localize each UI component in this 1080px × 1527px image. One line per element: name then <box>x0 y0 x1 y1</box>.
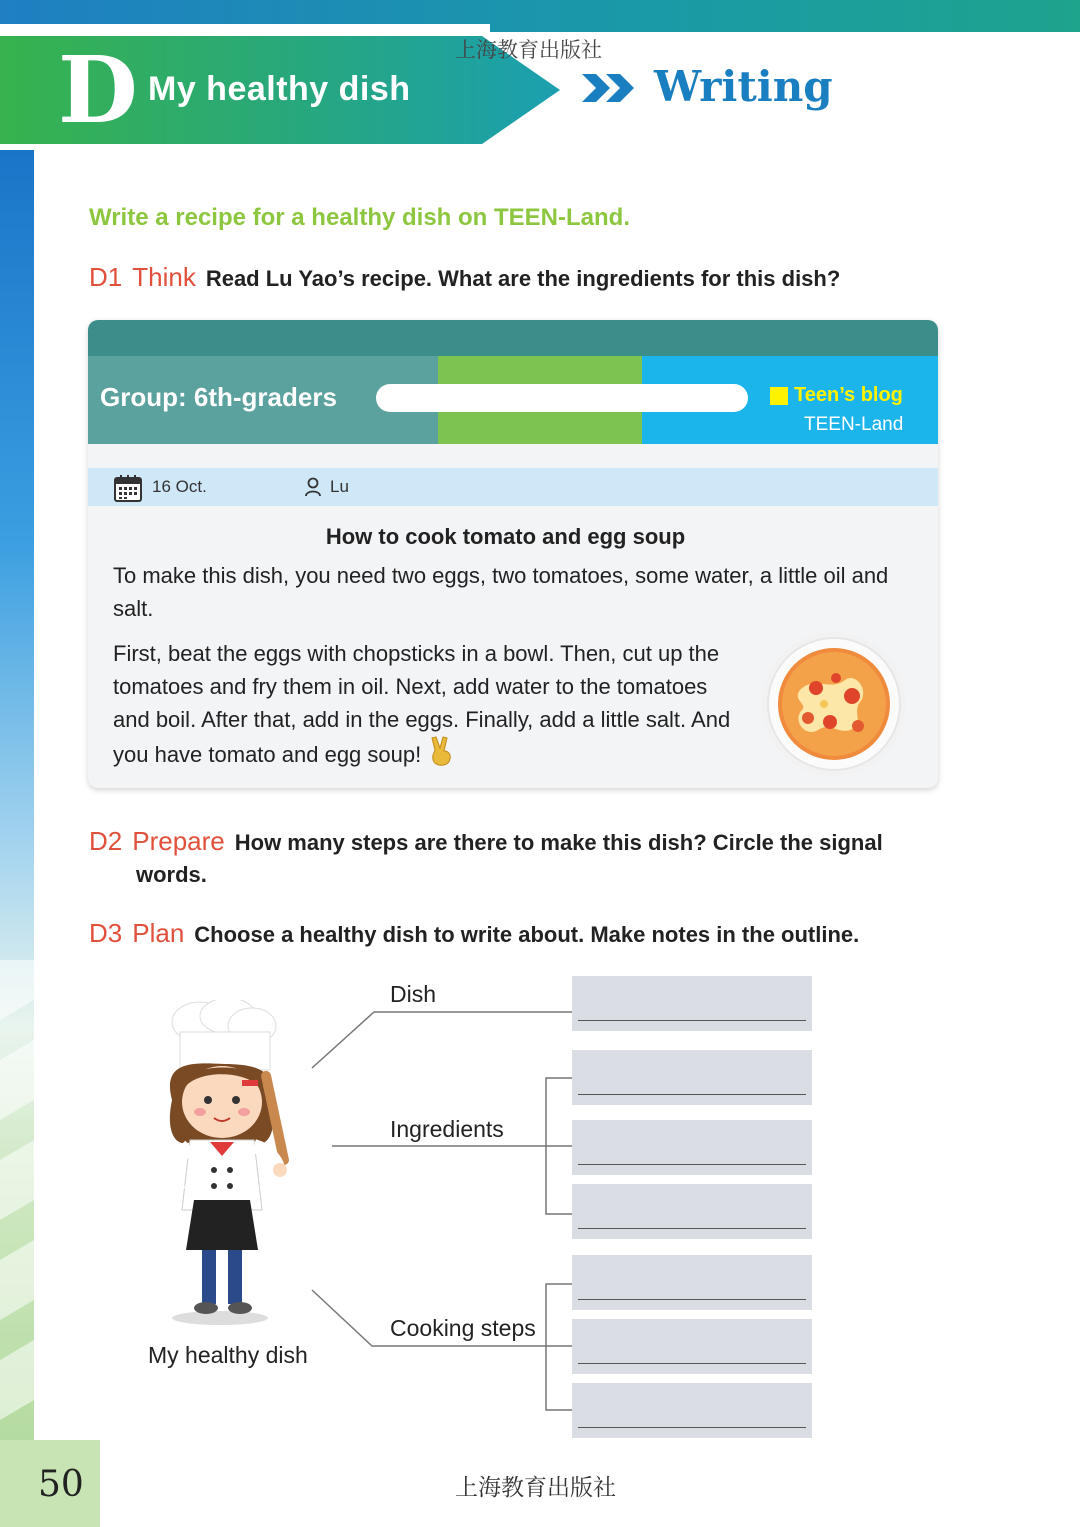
note-box-step[interactable] <box>572 1319 812 1374</box>
chef-caption: My healthy dish <box>148 1342 308 1368</box>
write-line <box>578 1020 806 1021</box>
write-line <box>578 1427 806 1428</box>
outline-label-ingredients: Ingredients <box>390 1116 504 1142</box>
unit-letter: D <box>58 36 138 144</box>
intro-instruction: Write a recipe for a healthy dish on TEEN-Land. <box>89 204 630 231</box>
outline-label-cooking-steps: Cooking steps <box>390 1315 536 1341</box>
task-code: D3 <box>89 918 123 948</box>
outline-label-dish: Dish <box>390 981 437 1007</box>
note-box-step[interactable] <box>572 1383 812 1438</box>
recipe-steps-text: First, beat the eggs with chopsticks in a bowl. Then, cut up the tomatoes and fry them in oil. Next, add water to the tomatoes and boil. After that, add in the eggs. Finally, add a little salt. And you have tomato and egg soup! <box>113 641 731 767</box>
task-code: D1 <box>89 262 123 292</box>
recipe-ingredients-paragraph: To make this dish, you need two eggs, two tomatoes, some water, a little oil and salt. <box>113 563 889 621</box>
publisher-watermark-top: 上海教育出版社 <box>455 38 602 62</box>
task-code: D2 <box>89 826 123 856</box>
task-text: Choose a healthy dish to write about. Make notes in the outline. <box>194 922 860 947</box>
note-box-ingredient[interactable] <box>572 1184 812 1239</box>
unit-title: My healthy dish <box>148 70 411 108</box>
recipe-title: How to cook tomato and egg soup <box>325 524 686 549</box>
chef-girl-illustration <box>150 1000 300 1330</box>
section-title: Writing <box>654 62 833 111</box>
publisher-footer: 上海教育出版社 <box>455 1475 616 1501</box>
page-number: 50 <box>38 1464 84 1505</box>
write-line <box>578 1164 806 1165</box>
task-text: How many steps are there to make this dish? Circle the signal <box>234 830 883 855</box>
note-box-dish[interactable] <box>572 976 812 1031</box>
blog-site: TEEN-Land <box>804 414 904 435</box>
task-name: Think <box>132 262 196 292</box>
write-line <box>578 1094 806 1095</box>
write-line <box>578 1299 806 1300</box>
blog-name: Teen’s blog <box>794 384 903 406</box>
note-box-ingredient[interactable] <box>572 1120 812 1175</box>
group-label: Group: 6th-graders <box>100 382 337 412</box>
task-name: Plan <box>132 918 185 948</box>
write-line <box>578 1363 806 1364</box>
write-line <box>578 1228 806 1229</box>
post-date: 16 Oct. <box>152 477 207 496</box>
note-box-ingredient[interactable] <box>572 1050 812 1105</box>
task-name: Prepare <box>132 826 225 856</box>
post-author: Lu <box>330 477 349 496</box>
task-text-continued: words. <box>136 862 207 887</box>
task-text: Read Lu Yao’s recipe. What are the ingredients for this dish? <box>205 266 841 291</box>
note-box-step[interactable] <box>572 1255 812 1310</box>
